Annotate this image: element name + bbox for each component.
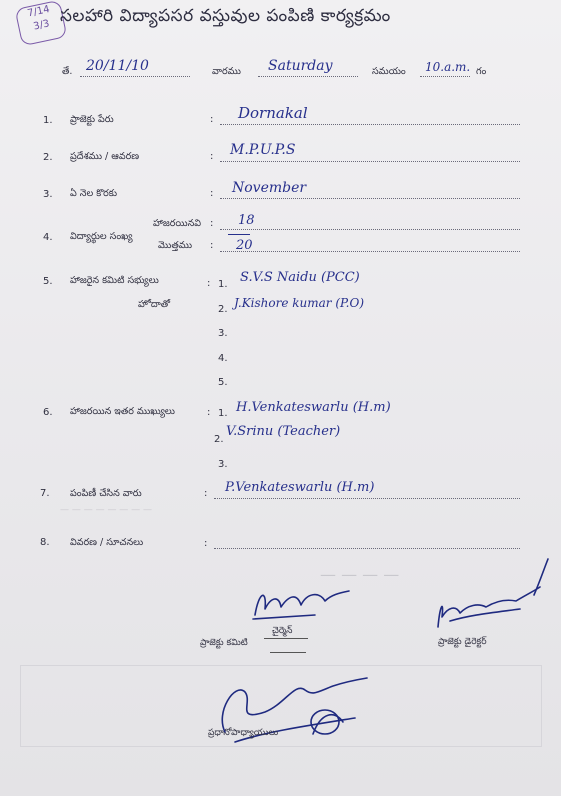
field-3-label: ఏ నెల కొరకు [70, 188, 118, 199]
field-3-value: November [232, 180, 307, 196]
list-number: 3. [218, 459, 228, 470]
committee-label: ప్రాజెక్టు కమిటి [200, 638, 248, 648]
date-line [80, 76, 190, 77]
field-2-label: ప్రదేశము / ఆవరణ [70, 151, 140, 162]
field-3-line [220, 198, 520, 199]
list-number: 1. [218, 408, 228, 419]
director-label: ప్రాజెక్టు డైరెక్టర్ [438, 637, 487, 647]
field-4-line-1 [220, 229, 520, 230]
fraction-line [228, 234, 250, 235]
other-attendee-1: H.Venkateswarlu (H.m) [236, 400, 391, 415]
other-attendee-2: V.Srinu (Teacher) [226, 424, 341, 439]
colon: : [204, 488, 208, 499]
field-4-number: 4. [43, 232, 53, 243]
field-4-label: విద్యార్థుల సంఖ్య [70, 231, 133, 242]
field-3-number: 3. [43, 189, 53, 200]
field-4-total-value: 20 [236, 238, 253, 253]
time-value: 10.a.m. [425, 60, 471, 74]
field-2-number: 2. [43, 152, 53, 163]
field-1-number: 1. [43, 115, 53, 126]
field-4-present-value: 18 [238, 213, 255, 228]
field-5-number: 5. [43, 276, 53, 287]
chairman-label: చైర్మెన్ [272, 626, 293, 636]
time-label: సమయం [372, 66, 406, 77]
field-2-value: M.P.U.P.S [230, 142, 296, 158]
headmaster-signature [205, 672, 375, 752]
time-suffix: గం [476, 66, 487, 77]
day-line [258, 76, 358, 77]
field-6-number: 6. [43, 407, 53, 418]
colon: : [207, 407, 211, 418]
field-8-line [214, 548, 520, 549]
day-label: వారము [212, 66, 241, 77]
field-7-value: P.Venkateswarlu (H.m) [225, 480, 375, 495]
field-7-line [214, 498, 520, 499]
date-value: 20/11/10 [86, 58, 149, 74]
colon: : [210, 218, 214, 229]
chairman-signature [245, 585, 355, 625]
field-7-number: 7. [40, 488, 50, 499]
field-8-number: 8. [40, 537, 50, 548]
field-1-line [220, 124, 520, 125]
time-line [420, 76, 470, 77]
field-4-present-label: హాజరయినవి [153, 218, 202, 229]
field-5-label: హాజరైన కమిటి సభ్యులు [70, 275, 159, 286]
list-number: 5. [218, 377, 228, 388]
headmaster-label: ప్రధానోపాధ్యాయులు [208, 728, 279, 738]
colon: : [210, 114, 214, 125]
committee-member-2: J.Kishore kumar (P.O) [234, 296, 365, 310]
field-5-sublabel: హోదాతో [138, 299, 171, 310]
page-title: సలహారి విద్యాపసర వస్తువుల పంపిణి కార్యక్రమం [60, 6, 391, 26]
colon: : [204, 538, 208, 549]
colon: : [210, 240, 214, 251]
director-signature [430, 555, 555, 635]
field-4-total-label: మొత్తము [158, 240, 193, 251]
committee-member-1: S.V.S Naidu (PCC) [240, 270, 360, 285]
field-1-value: Dornakal [238, 104, 308, 122]
colon: : [207, 278, 211, 289]
field-8-label: వివరణ / సూచనలు [70, 537, 144, 548]
field-6-label: హాజరయిన ఇతర ముఖ్యులు [70, 406, 175, 417]
list-number: 2. [218, 304, 228, 315]
signature-underline [264, 638, 308, 639]
signature-underline [270, 652, 306, 653]
field-2-line [220, 161, 520, 162]
list-number: 3. [218, 328, 228, 339]
colon: : [210, 188, 214, 199]
list-number: 1. [218, 279, 228, 290]
day-value: Saturday [268, 58, 333, 74]
reference-stamp: 7/14 3/3 [15, 0, 68, 46]
field-1-label: ప్రాజెక్టు పేరు [70, 114, 114, 125]
date-label: తే. [62, 66, 73, 77]
bleed-through-text: — — — — — — — — [60, 505, 153, 515]
colon: : [210, 151, 214, 162]
field-4-line-2 [220, 251, 520, 252]
field-7-label: పంపిణీ చేసిన వారు [70, 488, 142, 499]
bleed-through-text: — — — — [320, 565, 400, 584]
list-number: 4. [218, 353, 228, 364]
list-number: 2. [214, 434, 224, 445]
